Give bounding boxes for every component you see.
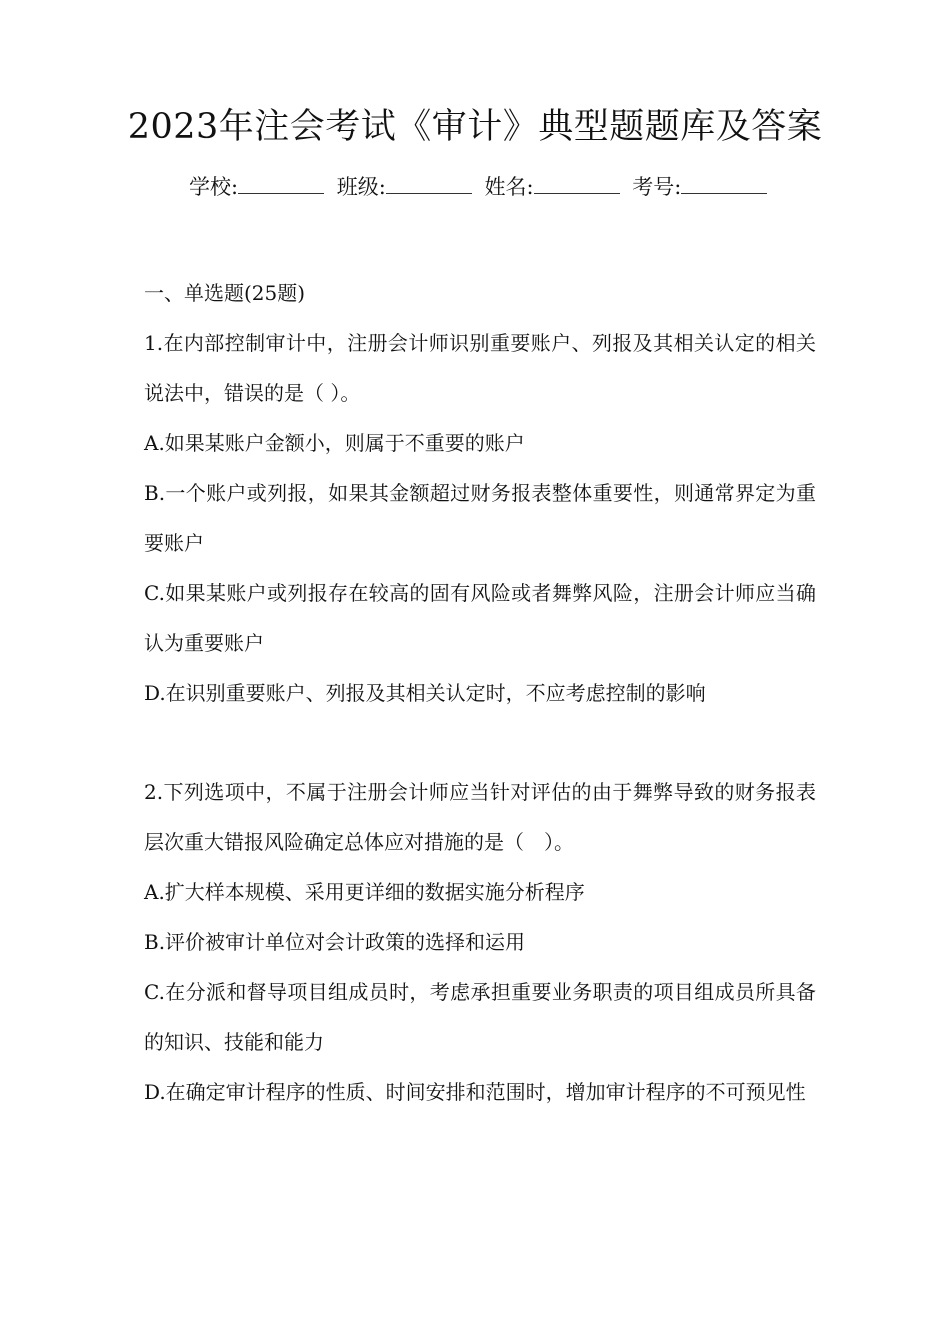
option-c: C.如果某账户或列报存在较高的固有风险或者舞弊风险，注册会计师应当确认为重要账户: [144, 581, 816, 655]
option-d: D.在确定审计程序的性质、时间安排和范围时，增加审计程序的不可预见性: [144, 1080, 806, 1104]
school-field: [189, 172, 324, 202]
exam-no-blank: [681, 175, 767, 194]
option-a: A.扩大样本规模、采用更详细的数据实施分析程序: [144, 880, 585, 904]
class-field: [337, 172, 472, 202]
option-b: B.评价被审计单位对会计政策的选择和运用: [144, 930, 526, 954]
option-b: B.一个账户或列报，如果其金额超过财务报表整体重要性，则通常界定为重要账户: [144, 481, 816, 555]
exam-no-field: [632, 172, 767, 202]
student-info-line: [189, 172, 773, 202]
section-heading: 一、单选题(25题): [144, 281, 306, 305]
school-label: 学校:: [189, 175, 239, 199]
question-1: [144, 318, 816, 718]
name-label: 姓名:: [484, 175, 534, 199]
question-2: [144, 767, 816, 1117]
school-blank: [238, 175, 324, 194]
exam-no-label: 考号:: [632, 175, 682, 199]
name-field: [485, 172, 620, 202]
name-blank: [534, 175, 620, 194]
option-a: A.如果某账户金额小，则属于不重要的账户: [144, 431, 525, 455]
question-stem: 1.在内部控制审计中，注册会计师识别重要账户、列报及其相关认定的相关说法中，错误的是（ ）。: [144, 331, 816, 405]
document-title: 2023年注会考试《审计》典型题题库及答案: [127, 107, 823, 147]
question-spacer: [144, 718, 816, 767]
option-c: C.在分派和督导项目组成员时，考虑承担重要业务职责的项目组成员所具备的知识、技能和能力: [144, 980, 816, 1054]
class-blank: [386, 175, 472, 194]
class-label: 班级:: [336, 175, 386, 199]
option-d: D.在识别重要账户、列报及其相关认定时，不应考虑控制的影响: [144, 681, 706, 705]
document-body: [144, 268, 816, 1117]
question-stem: 2.下列选项中，不属于注册会计师应当针对评估的由于舞弊导致的财务报表层次重大错报风险确定总体应对措施的是（ ）。: [144, 780, 816, 854]
